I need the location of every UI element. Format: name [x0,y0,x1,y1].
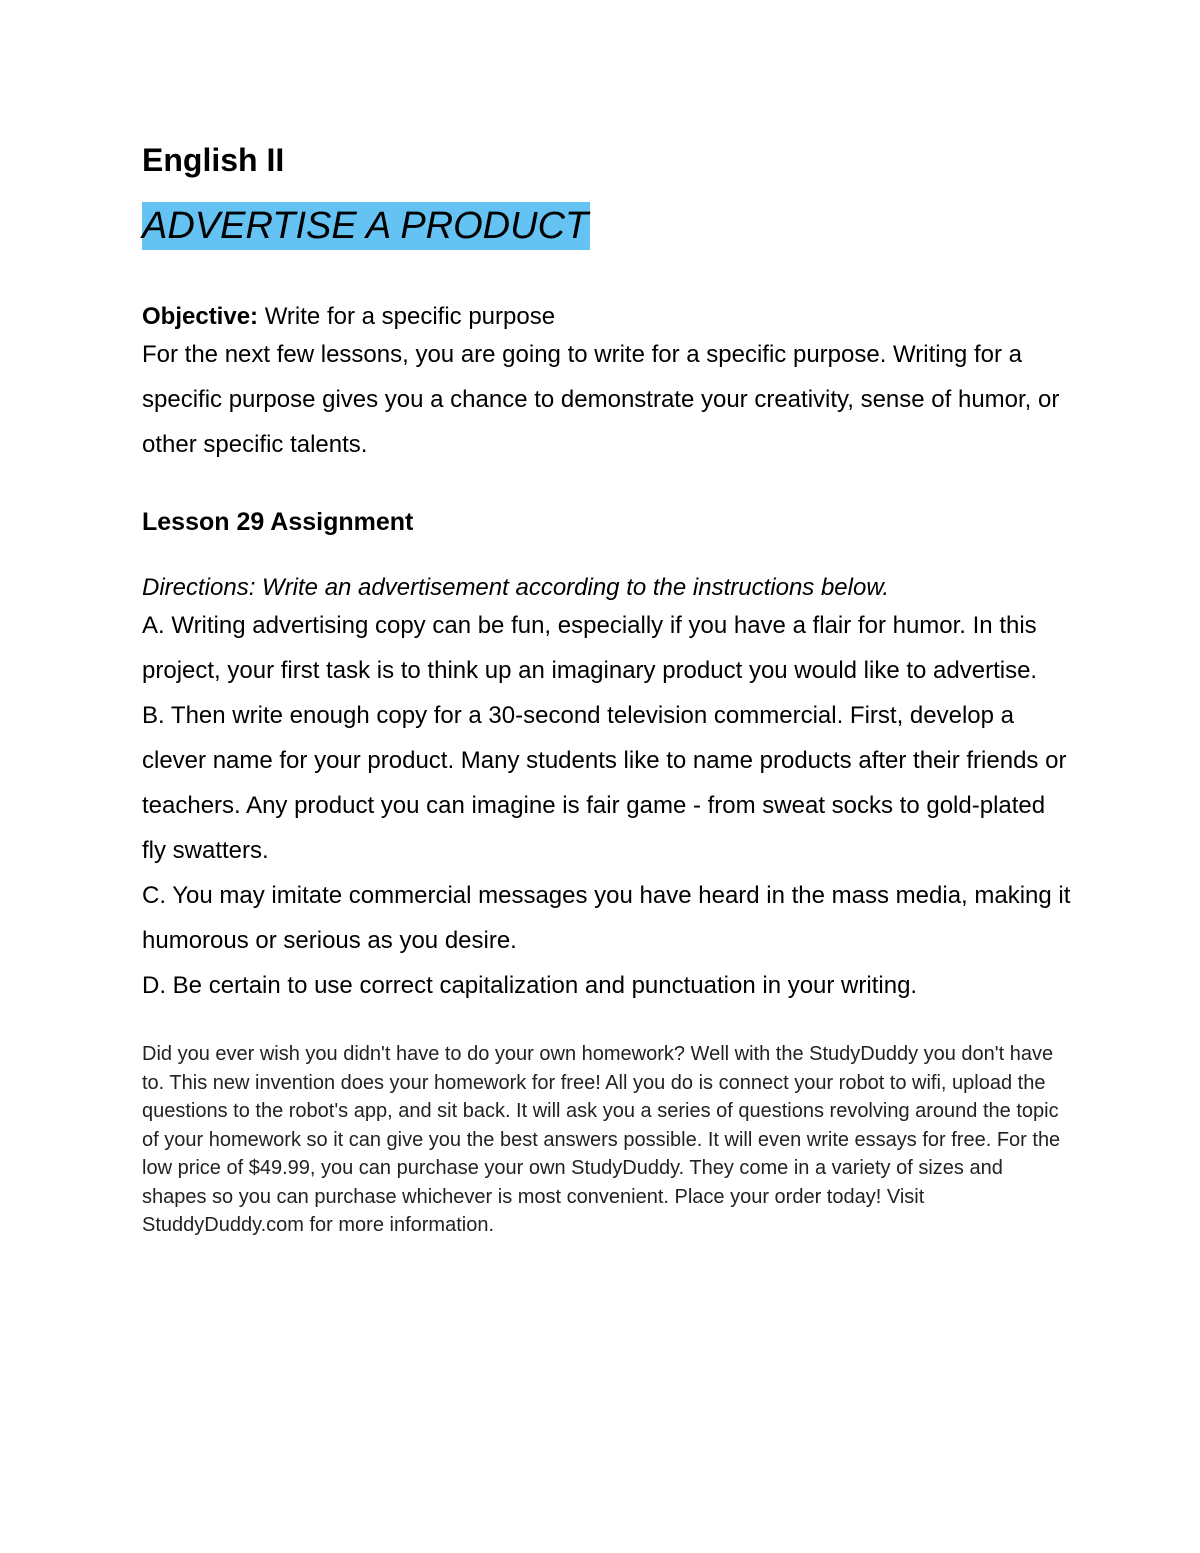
instruction-step-d: D. Be certain to use correct capitalization and punctuation in your writing. [142,972,918,999]
objective-label: Objective: [142,303,259,330]
instruction-step-a: A. Writing advertising copy can be fun, especially if you have a flair for humor. In this project, your first task is to think up an imaginary product you would like to advertise. [142,612,1038,684]
instruction-step-b: B. Then write enough copy for a 30-second television commercial. First, develop a clever name for your product. Many students like to name products after their friends or teachers. Any product you can imagine is fair game - from sweat socks to gold-plated fly swatters. [142,702,1067,864]
headline-block [142,202,1072,260]
lesson-heading: Lesson 29 Assignment [142,508,414,536]
document-content [142,140,1072,1240]
student-advertisement-response: Did you ever wish you didn't have to do your own homework? Well with the StudyDuddy you don't have to. This new invention does your homework for free! All you do is connect your robot to wifi, upload the questions to the robot's app, and sit back. It will ask you a series of questions revolving around the topic of your homework so it can give you the best answers possible. It will even write essays for free. For the low price of $49.99, you can purchase your own StudyDuddy. They come in a variety of sizes and shapes so you can purchase whichever is most convenient. Place your order today! Visit StuddyDuddy.com for more information. [142,1043,1061,1236]
objective-text: Write for a specific purpose [258,303,556,330]
instruction-step-c: C. You may imitate commercial messages you have heard in the mass media, making it humorous or serious as you desire. [142,882,1071,954]
objective-line [142,302,1072,332]
intro-paragraph: For the next few lessons, you are going to write for a specific purpose. Writing for a specific purpose gives you a chance to demonstrate your creativity, sense of humor, or other specific talents. [142,341,1060,458]
directions-text: Directions: Write an advertisement according to the instructions below. [142,574,890,601]
assignment-headline: ADVERTISE A PRODUCT [142,202,590,250]
course-title: English II [142,142,285,178]
